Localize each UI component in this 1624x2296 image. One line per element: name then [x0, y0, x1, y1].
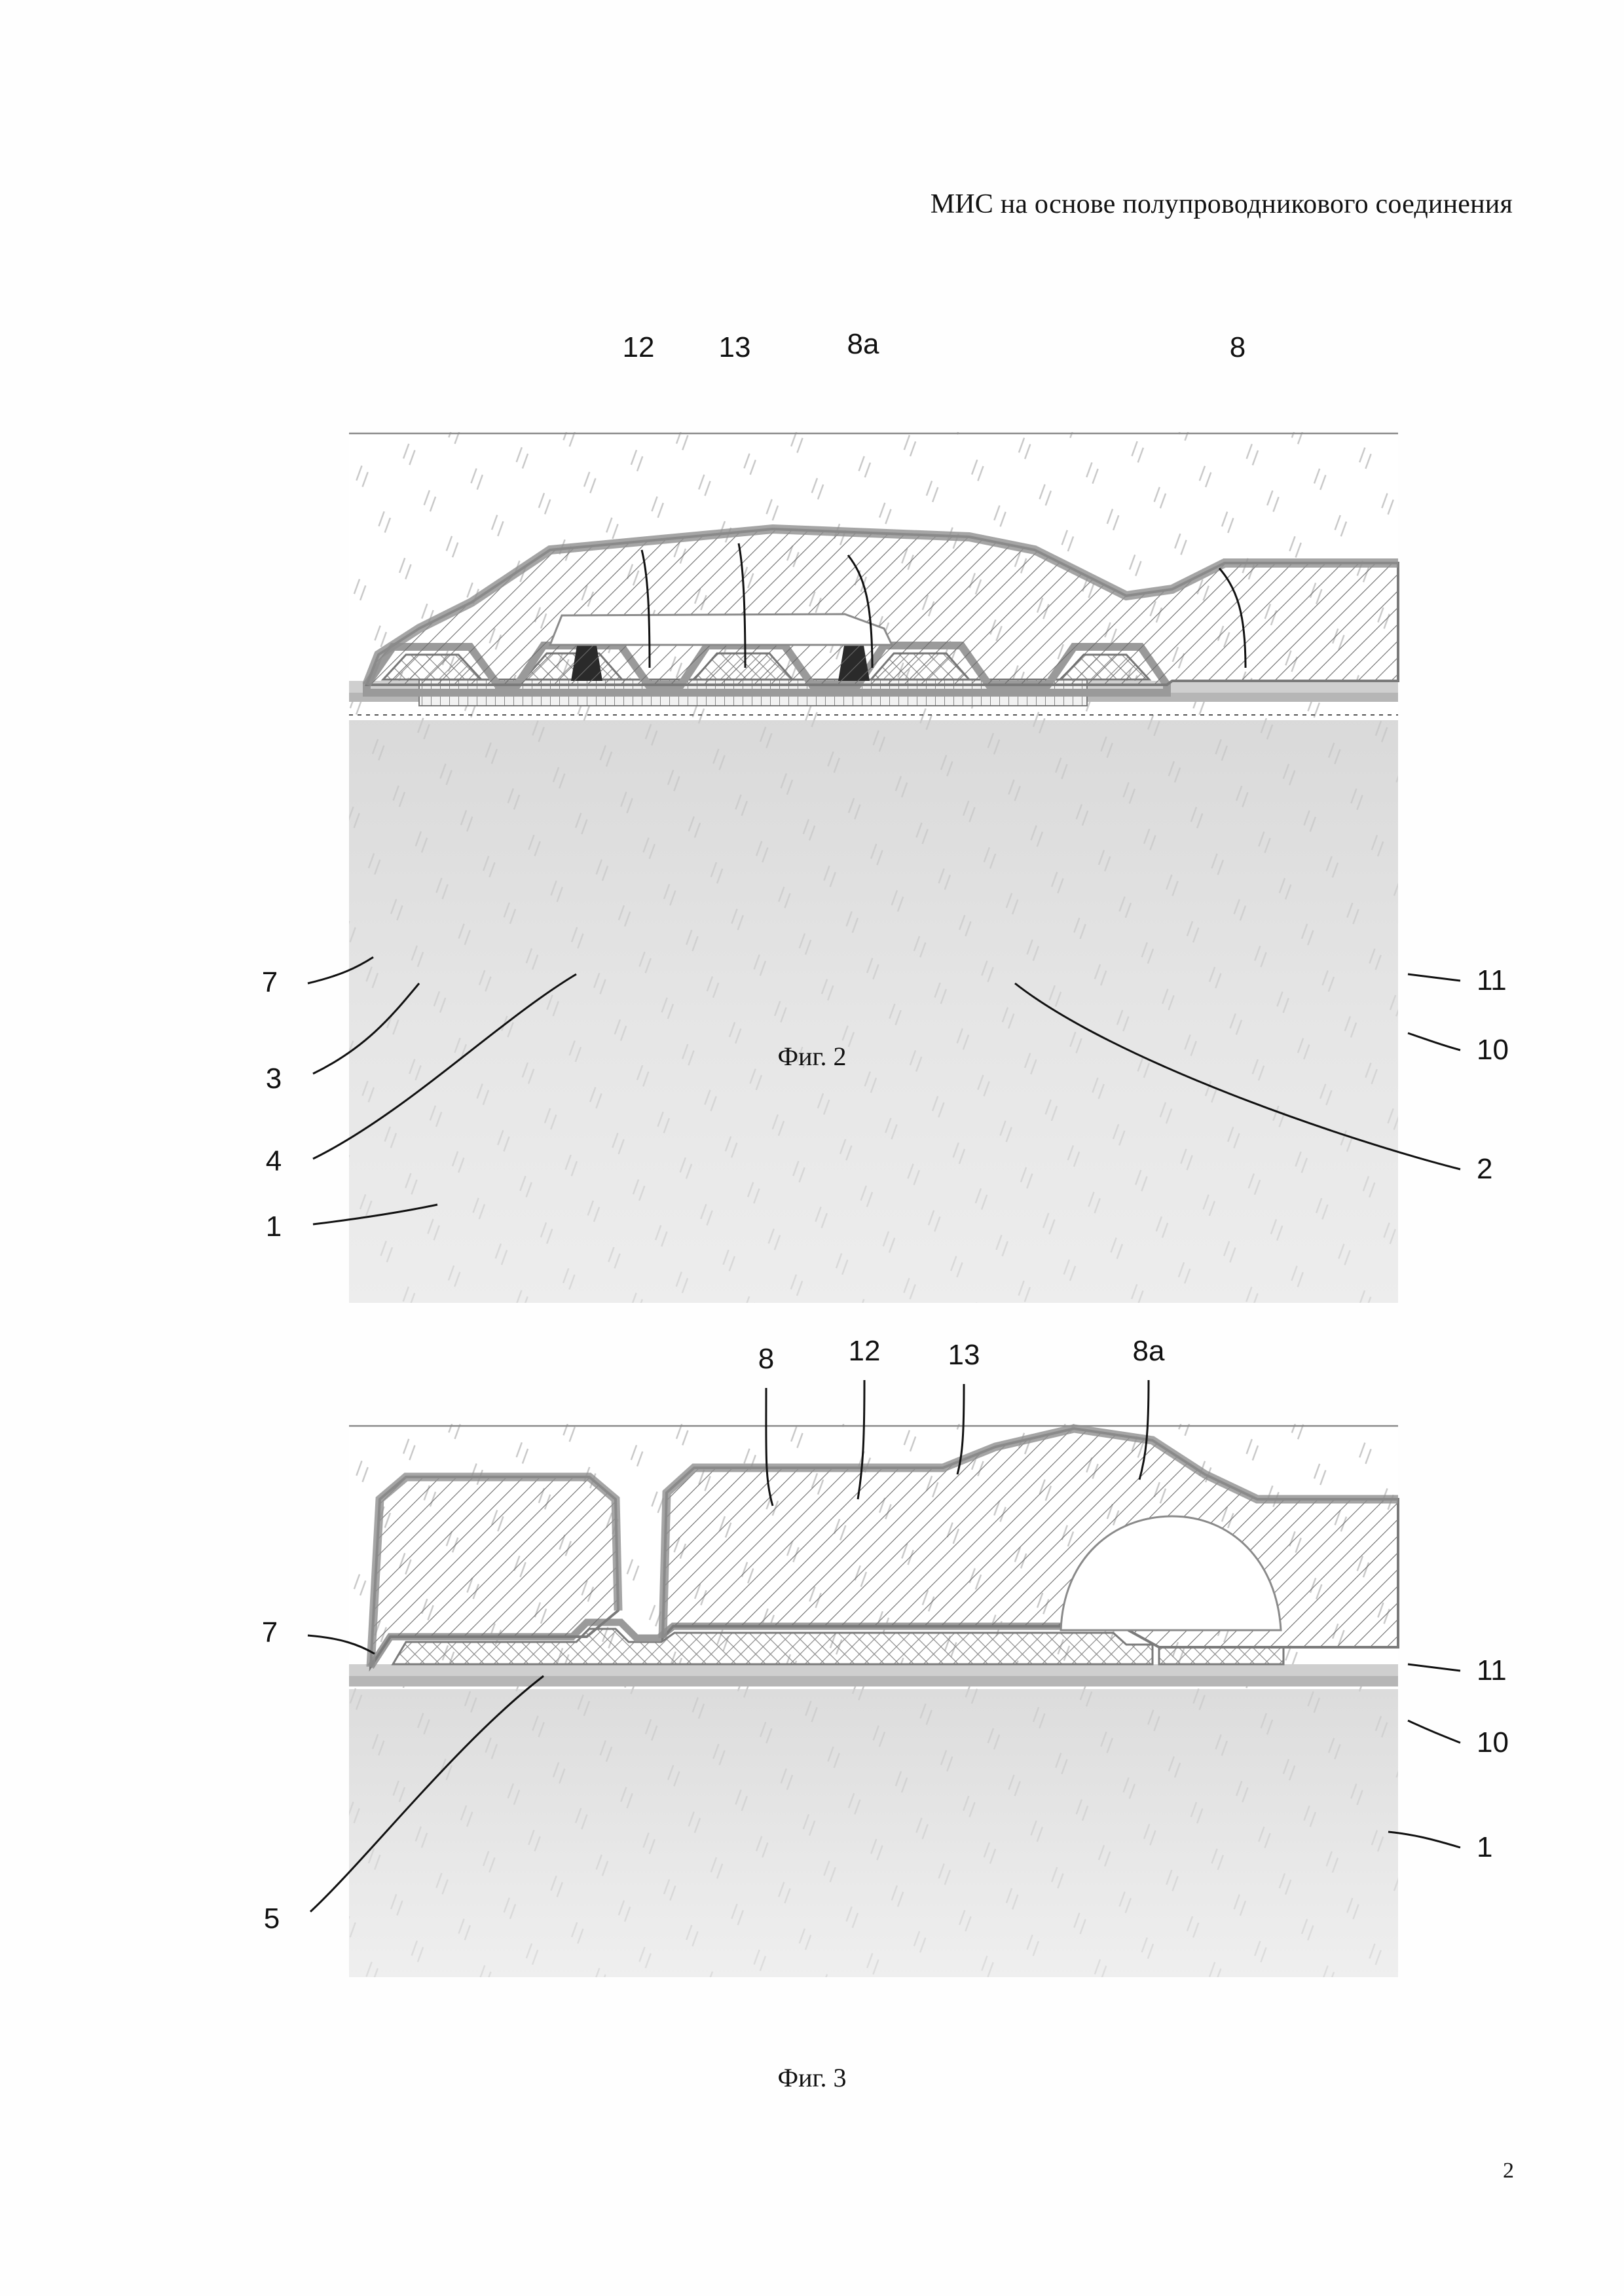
label-2: 2: [1477, 1153, 1493, 1185]
label-10: 10: [1477, 1726, 1509, 1758]
label-12: 12: [848, 1335, 881, 1367]
label-8: 8: [1229, 331, 1246, 363]
layer-10: [349, 1676, 1398, 1686]
cavity-void: [550, 614, 892, 645]
label-7: 7: [261, 1616, 278, 1649]
label-4: 4: [265, 1145, 282, 1177]
label-8: 8: [758, 1343, 775, 1375]
figure-3-caption: Фиг. 3: [777, 2063, 847, 2092]
layer-5b: [1159, 1647, 1283, 1664]
figure-2-caption: Фиг. 2: [777, 1042, 847, 1071]
figure-2: [0, 288, 1624, 1243]
label-8a: 8a: [847, 328, 879, 360]
label-10: 10: [1477, 1034, 1509, 1066]
label-13: 13: [718, 331, 751, 363]
page-title: МИС на основе полупроводникового соединения: [930, 189, 1513, 219]
label-8a: 8a: [1132, 1335, 1165, 1367]
page-number: 2: [1503, 2159, 1514, 2183]
label-11: 11: [1477, 1654, 1507, 1686]
label-5: 5: [263, 1903, 280, 1935]
label-1: 1: [265, 1211, 282, 1243]
label-12: 12: [622, 331, 655, 363]
figure-3-drawing: [0, 1283, 1624, 2095]
figure-2-drawing: [0, 288, 1624, 1243]
figure-3: [0, 1283, 1624, 2095]
label-7: 7: [261, 966, 278, 998]
label-13: 13: [948, 1339, 980, 1371]
label-3: 3: [265, 1063, 282, 1095]
label-11: 11: [1477, 964, 1507, 996]
label-1: 1: [1477, 1831, 1493, 1863]
layer-11: [349, 1664, 1398, 1676]
